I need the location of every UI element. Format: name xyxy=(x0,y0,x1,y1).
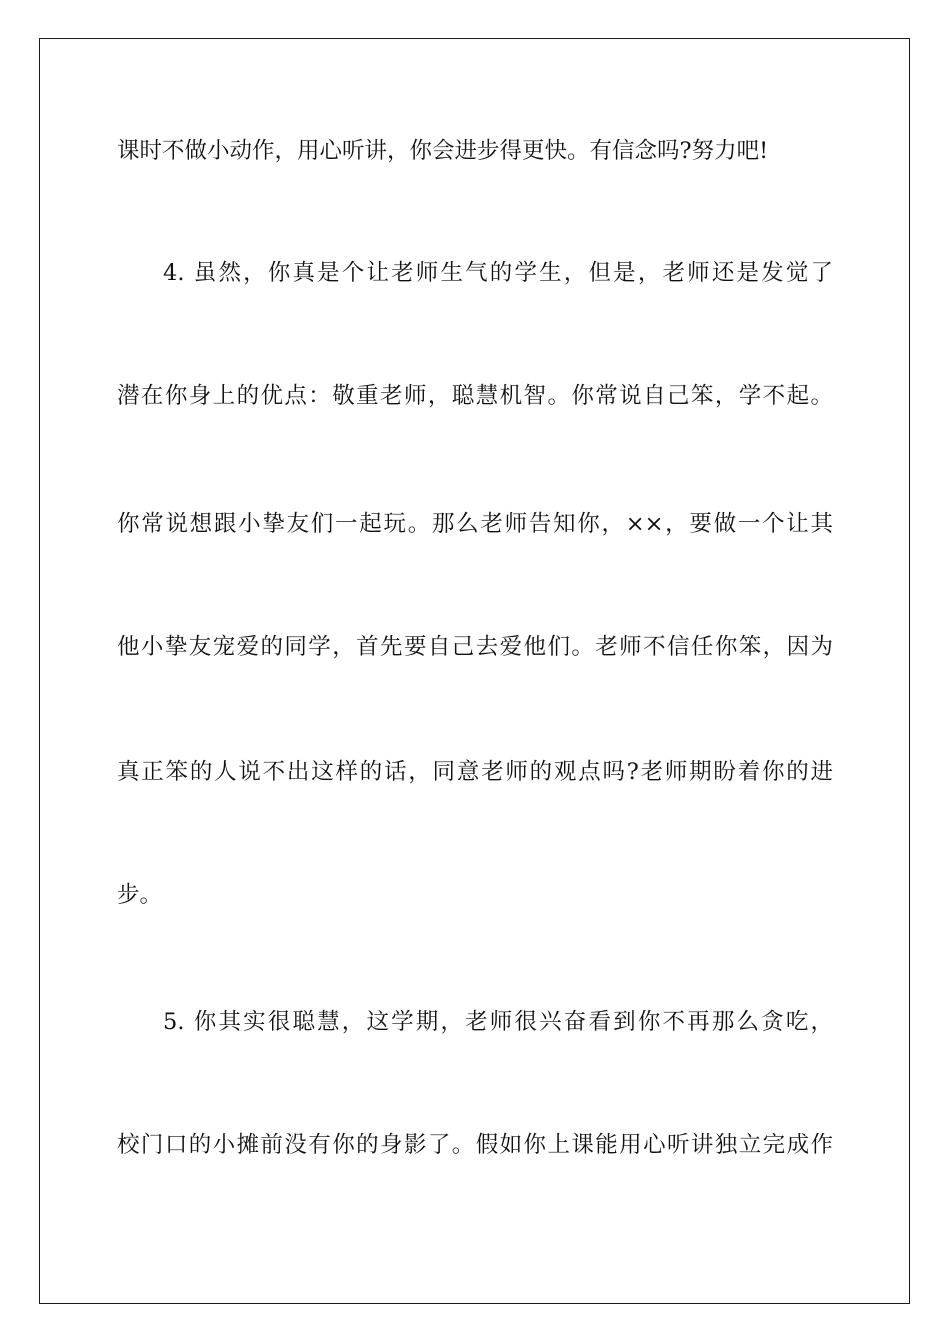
text-line-5: 他小挚友宠爱的同学，首先要自己去爱他们。老师不信任你笨，因为 xyxy=(117,634,833,660)
text-line-2: 4. 虽然，你真是个让老师生气的学生，但是，老师还是发觉了 xyxy=(163,260,833,286)
text-line-1: 课时不做小动作，用心听讲，你会进步得更快。有信念吗?努力吧! xyxy=(117,138,769,164)
text-line-3: 潜在你身上的优点：敬重老师，聪慧机智。你常说自己笨，学不起。 xyxy=(117,383,833,409)
text-line-9: 校门口的小摊前没有你的身影了。假如你上课能用心听讲独立完成作 xyxy=(117,1132,833,1158)
text-line-6: 真正笨的人说不出这样的话，同意老师的观点吗?老师期盼着你的进 xyxy=(117,759,833,785)
page-frame xyxy=(39,38,910,1304)
text-line-7: 步。 xyxy=(117,882,163,908)
text-line-8: 5. 你其实很聪慧，这学期，老师很兴奋看到你不再那么贪吃， xyxy=(163,1009,833,1035)
text-line-4: 你常说想跟小挚友们一起玩。那么老师告知你，××，要做一个让其 xyxy=(117,511,833,537)
